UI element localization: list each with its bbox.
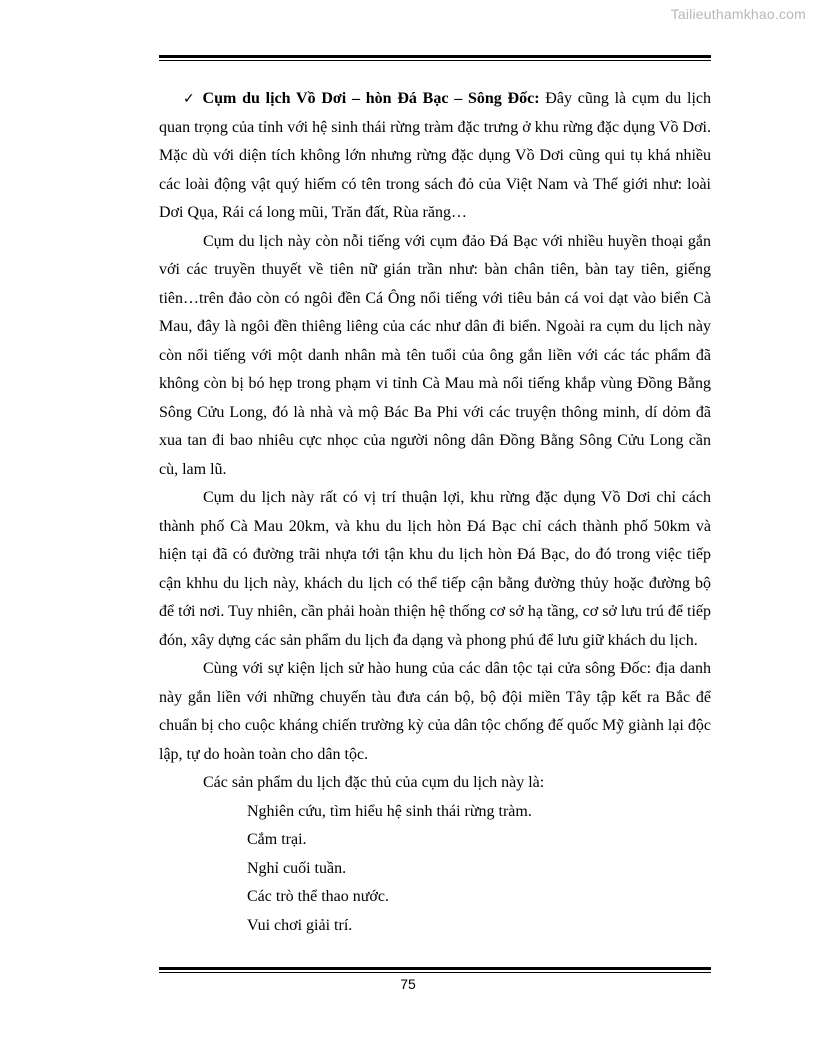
product-list (159, 798, 711, 941)
page-content (159, 85, 711, 940)
watermark: Tailieuthamkhao.com (670, 6, 806, 22)
paragraph: Cùng với sự kiện lịch sử hào hung của các dân tộc tại cửa sông Đốc: địa danh này gắn liền với những chuyến tàu đưa cán bộ, bộ đội miền Tây tập kết ra Bắc để chuẩn bị cho cuộc kháng chiến trường kỳ của dân tộc chống đế quốc Mỹ giành lại độc lập, tự do hoàn toàn cho dân tộc. (159, 660, 711, 763)
bullet-lead: Cụm du lịch Vồ Dơi – hòn Đá Bạc – Sông Đốc: (202, 90, 540, 107)
page-number: 75 (400, 976, 416, 992)
footer-rule (159, 967, 711, 973)
bullet-paragraph (159, 85, 711, 228)
checkmark-icon: ✓ (183, 91, 197, 107)
bullet-text: Đây cũng là cụm du lịch quan trọng của tỉnh với hệ sinh thái rừng tràm đặc trưng ở khu rừng đặc dụng Vồ Dơi. Mặc dù với diện tích không lớn nhưng rừng đặc dụng Vồ Dơi cũng qui tụ khá nhiều các loài động vật quý hiếm có tên trong sách đỏ của Việt Nam và Thế giới như: loài Dơi Qụa, Rái cá long mũi, Trăn đất, Rùa răng… (159, 90, 712, 221)
list-item: Cắm trại. (247, 831, 307, 848)
paragraph: Các sản phẩm du lịch đặc thủ của cụm du lịch này là: (203, 774, 545, 791)
paragraph: Cụm du lịch này rất có vị trí thuận lợi, khu rừng đặc dụng Vồ Dơi chỉ cách thành phố Cà Mau 20km, và khu du lịch hòn Đá Bạc chỉ cách thành phố 50km và hiện tại đã có đường trãi nhựa tới tận khu du lịch hòn Đá Bạc, do đó trong việc tiếp cận khhu du lịch này, khách du lịch có thể tiếp cận bằng đường thủy hoặc đường bộ để tới nơi. Tuy nhiên, cần phải hoàn thiện hệ thống cơ sở hạ tầng, cơ sở lưu trú để tiếp đón, xây dựng các sản phẩm du lịch đa dạng và phong phú để lưu giữ khách du lịch. (159, 489, 711, 649)
list-item: Các trò thể thao nước. (247, 888, 389, 905)
list-item: Nghiên cứu, tìm hiểu hệ sinh thái rừng tràm. (247, 802, 532, 820)
list-item: Nghỉ cuối tuần. (247, 859, 347, 877)
list-item: Vui chơi giải trí. (247, 916, 353, 934)
header-rule (159, 55, 711, 61)
paragraph: Cụm du lịch này còn nỗi tiếng với cụm đảo Đá Bạc với nhiều huyền thoại gắn với các truyền thuyết về tiên nữ gián trần như: bàn chân tiên, bàn tay tiên, giếng tiên…trên đảo còn có ngôi đền Cá Ông nổi tiếng với tiêu bản cá voi dạt vào biển Cà Mau, đây là ngôi đền thiêng liêng của các như dân đi biển. Ngoài ra cụm du lịch này còn nổi tiếng với một danh nhân mà tên tuổi của ông gắn liền với các tác phẩm đã không còn bị bó hẹp trong phạm vi tỉnh Cà Mau mà nổi tiếng khắp vùng Đồng Bằng Sông Cửu Long, đó là nhà và mộ Bác Ba Phi với các truyện thông minh, dí dỏm đã xua tan đi bao nhiêu cực nhọc của người nông dân Đồng Bằng Sông Cửu Long cần cù, lam lũ. (159, 232, 711, 478)
